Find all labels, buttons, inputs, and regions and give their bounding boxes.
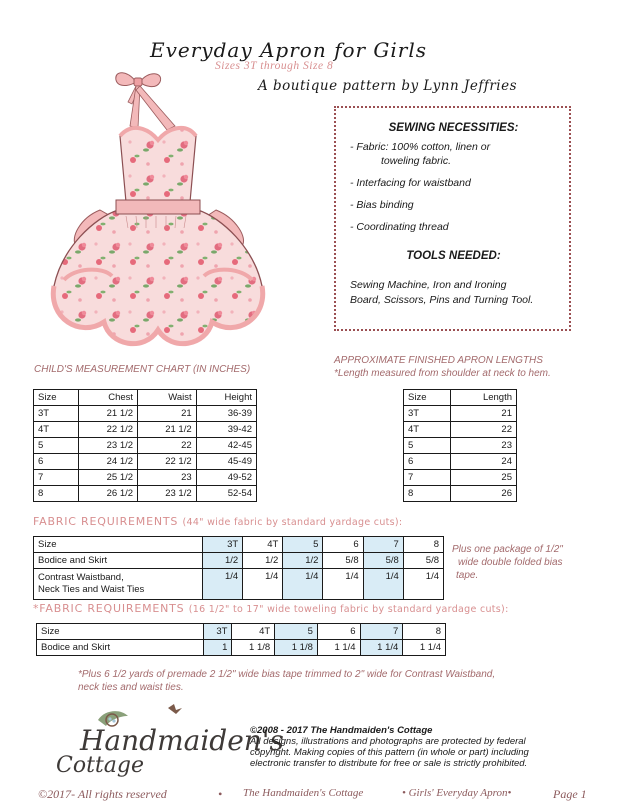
side-note-line3: tape. <box>456 570 479 581</box>
cell: 23 1/2 <box>79 438 138 454</box>
fabric2-title-small: (16 1/2" to 17" wide toweling fabric by standard yardage cuts): <box>188 604 509 615</box>
cell: 5/8 <box>363 553 403 569</box>
necessities-heading: SEWING NECESSITIES: <box>388 122 519 134</box>
cell: 6 <box>34 454 79 470</box>
cell: 1/4 <box>243 569 283 600</box>
logo-line2: Cottage <box>56 753 144 778</box>
page-title: Everyday Apron for Girls <box>150 38 428 62</box>
toweling-note-line1: *Plus 6 1/2 yards of premade 2 1/2" wide bias tape trimmed to 2" wide for Contrast Waistband, <box>78 669 496 680</box>
table-row <box>34 470 257 486</box>
fabric1-title-small: (44" wide fabric by standard yardage cuts): <box>182 517 403 528</box>
cell: 3T <box>34 406 79 422</box>
sewing-necessities-box <box>334 106 571 331</box>
cell: 21 1/2 <box>138 422 197 438</box>
cell: 3T <box>404 406 451 422</box>
header-cell: Size <box>34 537 203 553</box>
cell: 23 1/2 <box>138 486 197 502</box>
cell: 22 1/2 <box>79 422 138 438</box>
cell: 1/2 <box>243 553 283 569</box>
tools-line2: Board, Scissors, Pins and Turning Tool. <box>350 294 534 306</box>
row2-label-line2: Neck Ties and Waist Ties <box>38 584 145 595</box>
cell: 23 <box>451 438 517 454</box>
cell: 1 1/8 <box>232 640 275 656</box>
cell: 21 <box>138 406 197 422</box>
tools-heading: TOOLS NEEDED: <box>406 250 501 262</box>
table-row <box>404 486 517 502</box>
cell: 22 <box>451 422 517 438</box>
cell: 8 <box>34 486 79 502</box>
cell: 5 <box>404 438 451 454</box>
tools-text <box>350 278 557 308</box>
header-cell: Size <box>37 624 204 640</box>
table-row <box>37 640 446 656</box>
toweling-note <box>78 668 495 694</box>
header-cell: 5 <box>275 624 318 640</box>
cell: 39-42 <box>196 422 256 438</box>
table-row <box>34 569 444 600</box>
side-note-line2: wide double folded bias <box>458 557 563 568</box>
table-row <box>404 454 517 470</box>
toweling-note-line2: neck ties and waist ties. <box>78 682 184 693</box>
header-cell: 6 <box>317 624 360 640</box>
header-cell: 3T <box>203 537 243 553</box>
table-header-row <box>34 537 444 553</box>
header-cell: 8 <box>403 537 443 553</box>
cell: 24 <box>451 454 517 470</box>
cell: 1/4 <box>283 569 323 600</box>
cell <box>34 569 203 600</box>
measurement-table <box>33 389 257 502</box>
cell: 25 <box>451 470 517 486</box>
cell: 1 1/4 <box>317 640 360 656</box>
cell: 5 <box>34 438 79 454</box>
header-cell: 4T <box>243 537 283 553</box>
cell: 5/8 <box>403 553 443 569</box>
list-item <box>350 140 557 168</box>
copyright-line3: copyright. Making copies of this pattern (in whole or part) including <box>250 747 529 758</box>
lengths-title: APPROXIMATE FINISHED APRON LENGTHS <box>334 355 543 366</box>
footer-bullet: • <box>218 787 223 801</box>
copyright-line4: electronic transfer to distribute for free or sale is strictly prohibited. <box>250 758 528 769</box>
cell: 36-39 <box>196 406 256 422</box>
handmaidens-cottage-logo <box>50 700 284 780</box>
fabric-requirements-heading <box>33 515 402 528</box>
cell: 22 1/2 <box>138 454 197 470</box>
fabric2-title: *FABRIC REQUIREMENTS <box>33 602 185 615</box>
cell: 1 1/4 <box>403 640 446 656</box>
header-cell: 7 <box>360 624 403 640</box>
copyright-notice <box>250 725 600 769</box>
table-row <box>34 422 257 438</box>
header-cell: 4T <box>232 624 275 640</box>
footer-page: Page 1 <box>553 787 587 801</box>
byline: A boutique pattern by Lynn Jeffries <box>258 78 518 94</box>
cell: Bodice and Skirt <box>37 640 204 656</box>
row2-label-line1: Contrast Waistband, <box>38 572 124 583</box>
cell: 26 1/2 <box>79 486 138 502</box>
table-header-row <box>37 624 446 640</box>
header-cell: 8 <box>403 624 446 640</box>
cell: 1/4 <box>363 569 403 600</box>
header-cell: Length <box>451 390 517 406</box>
table-row <box>34 486 257 502</box>
cell: 4T <box>34 422 79 438</box>
header-cell: 7 <box>363 537 403 553</box>
table-row <box>34 553 444 569</box>
table-row <box>404 438 517 454</box>
header-cell: Chest <box>79 390 138 406</box>
measurement-chart-title: CHILD'S MEASUREMENT CHART (IN INCHES) <box>34 364 251 375</box>
fabric1-title: FABRIC REQUIREMENTS <box>33 515 179 528</box>
cell: 1/4 <box>403 569 443 600</box>
table-row <box>34 438 257 454</box>
header-cell: 5 <box>283 537 323 553</box>
apron-illustration <box>40 68 275 363</box>
footer-pattern: • Girls' Everyday Apron• <box>402 787 512 799</box>
header-cell: 3T <box>204 624 232 640</box>
cell: 1 <box>204 640 232 656</box>
cell: 1/4 <box>203 569 243 600</box>
lengths-table <box>403 389 517 502</box>
table-row <box>34 406 257 422</box>
fabric-table-toweling <box>36 623 446 656</box>
table-row <box>404 470 517 486</box>
cell: 21 1/2 <box>79 406 138 422</box>
cell: 4T <box>404 422 451 438</box>
bias-tape-note <box>452 543 563 582</box>
cell: 45-49 <box>196 454 256 470</box>
cell: 21 <box>451 406 517 422</box>
table-header-row <box>34 390 257 406</box>
cell: 1/2 <box>283 553 323 569</box>
cell: 49-52 <box>196 470 256 486</box>
cell: 52-54 <box>196 486 256 502</box>
size-range: Sizes 3T through Size 8 <box>215 60 334 72</box>
cell: 1/2 <box>203 553 243 569</box>
table-row <box>34 454 257 470</box>
cell: 7 <box>404 470 451 486</box>
cell: 7 <box>34 470 79 486</box>
header-cell: Size <box>34 390 79 406</box>
table-row <box>404 422 517 438</box>
table-row <box>404 406 517 422</box>
lengths-note: *Length measured from shoulder at neck to hem. <box>334 368 551 379</box>
fabric-line1: - Fabric: 100% cotton, linen or <box>350 141 491 153</box>
toweling-requirements-heading <box>33 602 509 615</box>
header-cell: Size <box>404 390 451 406</box>
side-note-line1: Plus one package of 1/2" <box>452 544 563 555</box>
cell: 22 <box>138 438 197 454</box>
cell: 1/4 <box>323 569 363 600</box>
cell: 6 <box>404 454 451 470</box>
fabric-table-44 <box>33 536 444 600</box>
header-cell: Waist <box>138 390 197 406</box>
cell: 5/8 <box>323 553 363 569</box>
cell: 23 <box>138 470 197 486</box>
header-cell: Height <box>196 390 256 406</box>
list-item: - Bias binding <box>350 199 414 211</box>
copyright-bold: ©2008 - 2017 The Handmaiden's Cottage <box>250 725 433 736</box>
cell: 8 <box>404 486 451 502</box>
footer-shop: The Handmaiden's Cottage <box>243 787 364 799</box>
logo-line1: Handmaiden's <box>80 724 284 757</box>
cell: Bodice and Skirt <box>34 553 203 569</box>
cell: 24 1/2 <box>79 454 138 470</box>
list-item: - Coordinating thread <box>350 221 449 233</box>
header-cell: 6 <box>323 537 363 553</box>
copyright-line2: All designs, illustrations and photographs are protected by federal <box>250 736 526 747</box>
necessities-list <box>350 140 557 234</box>
list-item: - Interfacing for waistband <box>350 177 471 189</box>
cell: 1 1/4 <box>360 640 403 656</box>
cell: 42-45 <box>196 438 256 454</box>
tools-line1: Sewing Machine, Iron and Ironing <box>350 279 507 291</box>
cell: 26 <box>451 486 517 502</box>
footer-rights: ©2017- All rights reserved <box>38 787 167 801</box>
fabric-line2: toweling fabric. <box>381 155 452 167</box>
table-header-row <box>404 390 517 406</box>
cell: 1 1/8 <box>275 640 318 656</box>
cell: 25 1/2 <box>79 470 138 486</box>
